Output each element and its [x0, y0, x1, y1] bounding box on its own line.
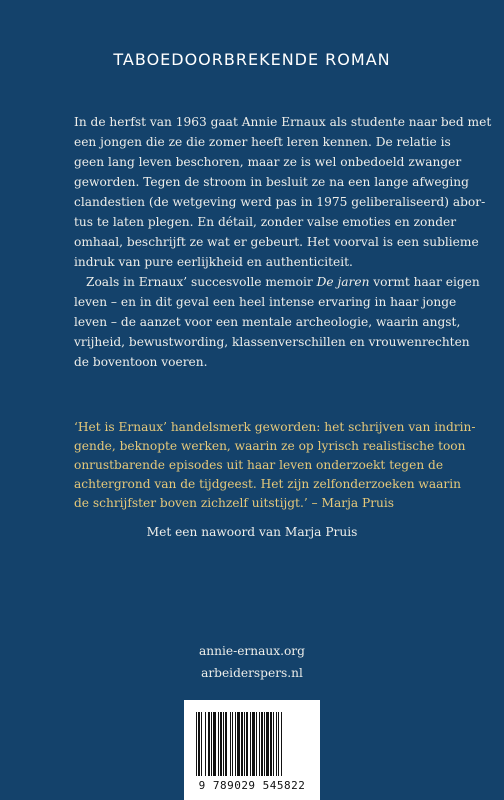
barcode-bar: [223, 712, 224, 776]
blurb-line: vrijheid, bewustwording, klassenverschillen en vrouwenrechten: [74, 335, 470, 349]
barcode-bar: [237, 712, 240, 776]
barcode-bar: [270, 712, 272, 776]
blurb-text: Zoals in Ernaux’ succesvolle memoir: [86, 275, 317, 289]
barcode-bar: [246, 712, 248, 776]
website-links: [0, 640, 504, 684]
blurb-line: geworden. Tegen de stroom in besluit ze na een lange afweging: [74, 175, 469, 189]
barcode-bar: [213, 712, 216, 776]
barcode-bar: [201, 712, 202, 776]
barcode-bar: [205, 712, 206, 776]
quote-line: onrustbarende episodes uit haar leven onderzoekt tegen de: [74, 458, 444, 472]
blurb-line: [74, 272, 480, 292]
barcode-bar: [232, 712, 233, 776]
blurb-paragraph-2: [74, 272, 480, 372]
barcode-bar: [259, 712, 260, 776]
barcode-bar: [250, 712, 251, 776]
blurb: [74, 112, 492, 372]
blurb-line: leven – en in dit geval een heel intense ervaring in haar jonge: [74, 295, 457, 309]
blurb-line: In de herfst van 1963 gaat Annie Ernaux als studente naar bed met: [74, 115, 492, 129]
blurb-line: leven – de aanzet voor een mentale archeologie, waarin angst,: [74, 315, 461, 329]
barcode-bar: [264, 712, 265, 776]
barcode-bar: [235, 712, 236, 776]
publisher-website-link[interactable]: arbeiderspers.nl: [201, 666, 303, 680]
barcode-bar: [230, 712, 231, 776]
barcode-bar: [276, 712, 277, 776]
barcode-bar: [208, 712, 210, 776]
cover-heading: TABOEDOORBREKENDE ROMAN: [113, 50, 391, 69]
barcode-bar: [261, 712, 263, 776]
barcode-bar: [218, 712, 219, 776]
barcode-bar: [266, 712, 269, 776]
blurb-line: omhaal, beschrijft ze wat er gebeurt. Het voorval is een sublieme: [74, 235, 479, 249]
author-website-link[interactable]: annie-ernaux.org: [199, 644, 305, 658]
barcode-bar: [273, 712, 274, 776]
barcode: [184, 700, 320, 800]
blurb-text: vormt haar eigen: [369, 275, 480, 289]
quote-line: gende, beknopte werken, waarin ze op lyrisch realistische toon: [74, 439, 466, 453]
barcode-bar: [225, 712, 227, 776]
blurb-line: clandestien (de wetgeving werd pas in 1975 geliberaliseerd) abor-: [74, 195, 486, 209]
blurb-line: een jongen die ze die zomer heeft leren kennen. De relatie is: [74, 135, 451, 149]
quote-line: de schrijfster boven zichzelf uitstijgt.’ – Marja Pruis: [74, 496, 395, 510]
blurb-paragraph-1: [74, 112, 492, 272]
barcode-bar: [281, 712, 282, 776]
blurb-line: tus te laten plegen. En détail, zonder valse emoties en zonder: [74, 215, 457, 229]
quote-line: ‘Het is Ernaux’ handelsmerk geworden: het schrijven van indrin-: [74, 420, 476, 434]
quote-line: achtergrond van de tijdgeest. Het zijn zelfonderzoeken waarin: [74, 477, 461, 491]
barcode-bars: [194, 712, 310, 778]
barcode-bar: [196, 712, 197, 776]
blurb-line: de boventoon voeren.: [74, 355, 208, 369]
barcode-bar: [211, 712, 212, 776]
barcode-bar: [241, 712, 243, 776]
book-title-reference: De jaren: [316, 275, 370, 289]
barcode-bar: [278, 712, 279, 776]
afterword-note: Met een nawoord van Marja Pruis: [146, 525, 358, 539]
barcode-bar: [252, 712, 255, 776]
barcode-bar: [220, 712, 222, 776]
blurb-line: geen lang leven beschoren, maar ze is wel onbedoeld zwanger: [74, 155, 462, 169]
barcode-bar: [198, 712, 200, 776]
review-quote: [74, 418, 476, 513]
blurb-line: indruk van pure eerlijkheid en authenticiteit.: [74, 255, 353, 269]
barcode-bar: [256, 712, 257, 776]
isbn-digits: 9 789029 545822: [198, 779, 306, 792]
barcode-bar: [244, 712, 245, 776]
